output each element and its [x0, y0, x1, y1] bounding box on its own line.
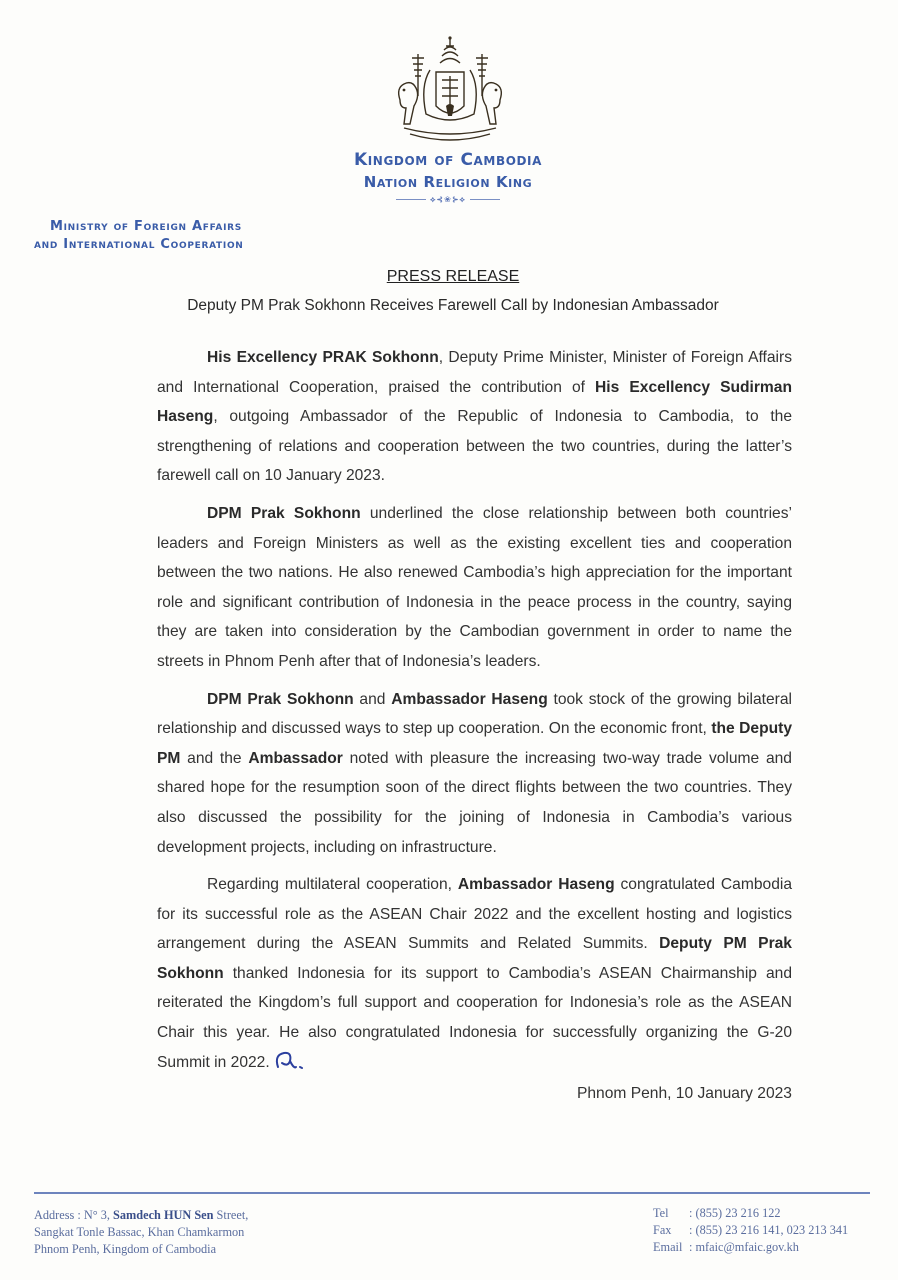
national-motto: Nation Religion King — [363, 173, 533, 191]
address-prefix: Address : N° 3, — [34, 1208, 114, 1222]
address-line-1 — [34, 1207, 354, 1224]
contact-email — [653, 1239, 893, 1256]
footer-address — [34, 1207, 354, 1258]
paragraph-2 — [157, 499, 792, 677]
paragraph-3 — [157, 685, 792, 863]
kingdom-header — [250, 150, 646, 205]
paragraph-text: thanked Indonesia for its support to Cambodia’s ASEAN Chairmanship and reiterated the Kingdom’s full support and cooperation for Indonesia’s role as the ASEAN Chair this year. He also congratulated Indonesia for successfully organizing the G-20 Summit in 2022. — [157, 964, 792, 1071]
press-release-label: PRESS RELEASE — [386, 268, 520, 285]
ministry-line-1: Ministry of Foreign Affairs — [50, 219, 242, 234]
address-street-suffix: Street, — [213, 1208, 249, 1222]
ministry-line-2: and International Cooperation — [34, 237, 244, 252]
address-line-3: Phnom Penh, Kingdom of Cambodia — [34, 1242, 217, 1256]
fax-value: : (855) 23 216 141, 023 213 341 — [689, 1223, 849, 1237]
fax-label: Fax — [653, 1223, 672, 1237]
paragraph-text: took stock of the growing bilateral relationship and discussed ways to step up cooperation. On the economic front, — [157, 690, 792, 738]
bold-name: DPM Prak Sokhonn — [207, 690, 354, 708]
place-and-date: Phnom Penh, 10 January 2023 — [576, 1085, 792, 1102]
decorative-divider-icon: ⟡⊰❀⊱⟡ — [250, 195, 646, 205]
handwritten-initial-mark-icon — [272, 1049, 306, 1073]
contact-fax — [653, 1222, 893, 1239]
bold-name: the Deputy PM — [157, 720, 793, 767]
royal-arms-of-cambodia-icon — [390, 36, 510, 148]
paragraph-1 — [157, 343, 792, 491]
bold-name: Deputy PM Prak Sokhonn — [157, 935, 792, 982]
footer-divider — [34, 1192, 870, 1194]
press-release-headline: Deputy PM Prak Sokhonn Receives Farewell Call by Indonesian Ambassador — [187, 297, 719, 314]
bold-name: His Excellency PRAK Sokhonn — [207, 349, 439, 366]
paragraph-text: congratulated Cambodia for its successful role as the ASEAN Chair 2022 and the excellent hosting and logistics arrangement during the ASEAN Summits and Related Summits. — [157, 876, 792, 953]
tel-label: Tel — [653, 1206, 669, 1220]
paragraph-text: Regarding multilateral cooperation, — [207, 876, 458, 894]
paragraph-text: , Deputy Prime Minister, Minister of Foreign Affairs and International Cooperation, praised the contribution of — [157, 349, 792, 396]
tel-value: : (855) 23 216 122 — [689, 1206, 781, 1220]
kingdom-title: Kingdom of Cambodia — [353, 150, 543, 170]
ministry-name — [34, 218, 334, 254]
paragraph-text: underlined the close relationship between both countries’ leaders and Foreign Ministers as well as the existing excellent ties and cooperation between the two nations. He also renewed Cambodia’s high appreciation for the important role and significant contribution of Indonesia in the peace process in the country, saying they are taken into consideration by the Cambodian government in order to name the streets in Phnom Penh after that of Indonesia’s leaders. — [157, 504, 792, 670]
bold-name: Ambassador Haseng — [391, 690, 548, 708]
bold-name: DPM Prak Sokhonn — [207, 504, 361, 522]
footer-contact — [653, 1205, 893, 1256]
paragraph-text: , outgoing Ambassador of the Republic of Indonesia to Cambodia, to the strengthening of relations and cooperation between the two countries, during the latter’s farewell call on 10 January 2023. — [157, 408, 792, 485]
bold-name: His Excellency Sudirman Haseng — [157, 378, 792, 426]
email-label: Email — [653, 1240, 683, 1254]
contact-tel — [653, 1205, 893, 1222]
address-street-name: Samdech HUN Sen — [113, 1208, 214, 1222]
paragraph-text: and — [353, 690, 392, 708]
bold-name: Ambassador Haseng — [457, 876, 615, 894]
address-line-2: Sangkat Tonle Bassac, Khan Chamkarmon — [34, 1225, 245, 1239]
bold-name: Ambassador — [248, 749, 343, 767]
email-value[interactable]: : mfaic@mfaic.gov.kh — [689, 1240, 799, 1254]
paragraph-text: noted with pleasure the increasing two-way trade volume and shared hope for the resumption soon of the direct flights between the two countries. They also discussed the possibility for the joining of Indonesia in Cambodia’s various development projects, including on infrastructure. — [157, 749, 792, 856]
press-release-body — [157, 343, 792, 1085]
paragraph-text: and the — [180, 749, 249, 767]
paragraph-4 — [157, 870, 792, 1077]
